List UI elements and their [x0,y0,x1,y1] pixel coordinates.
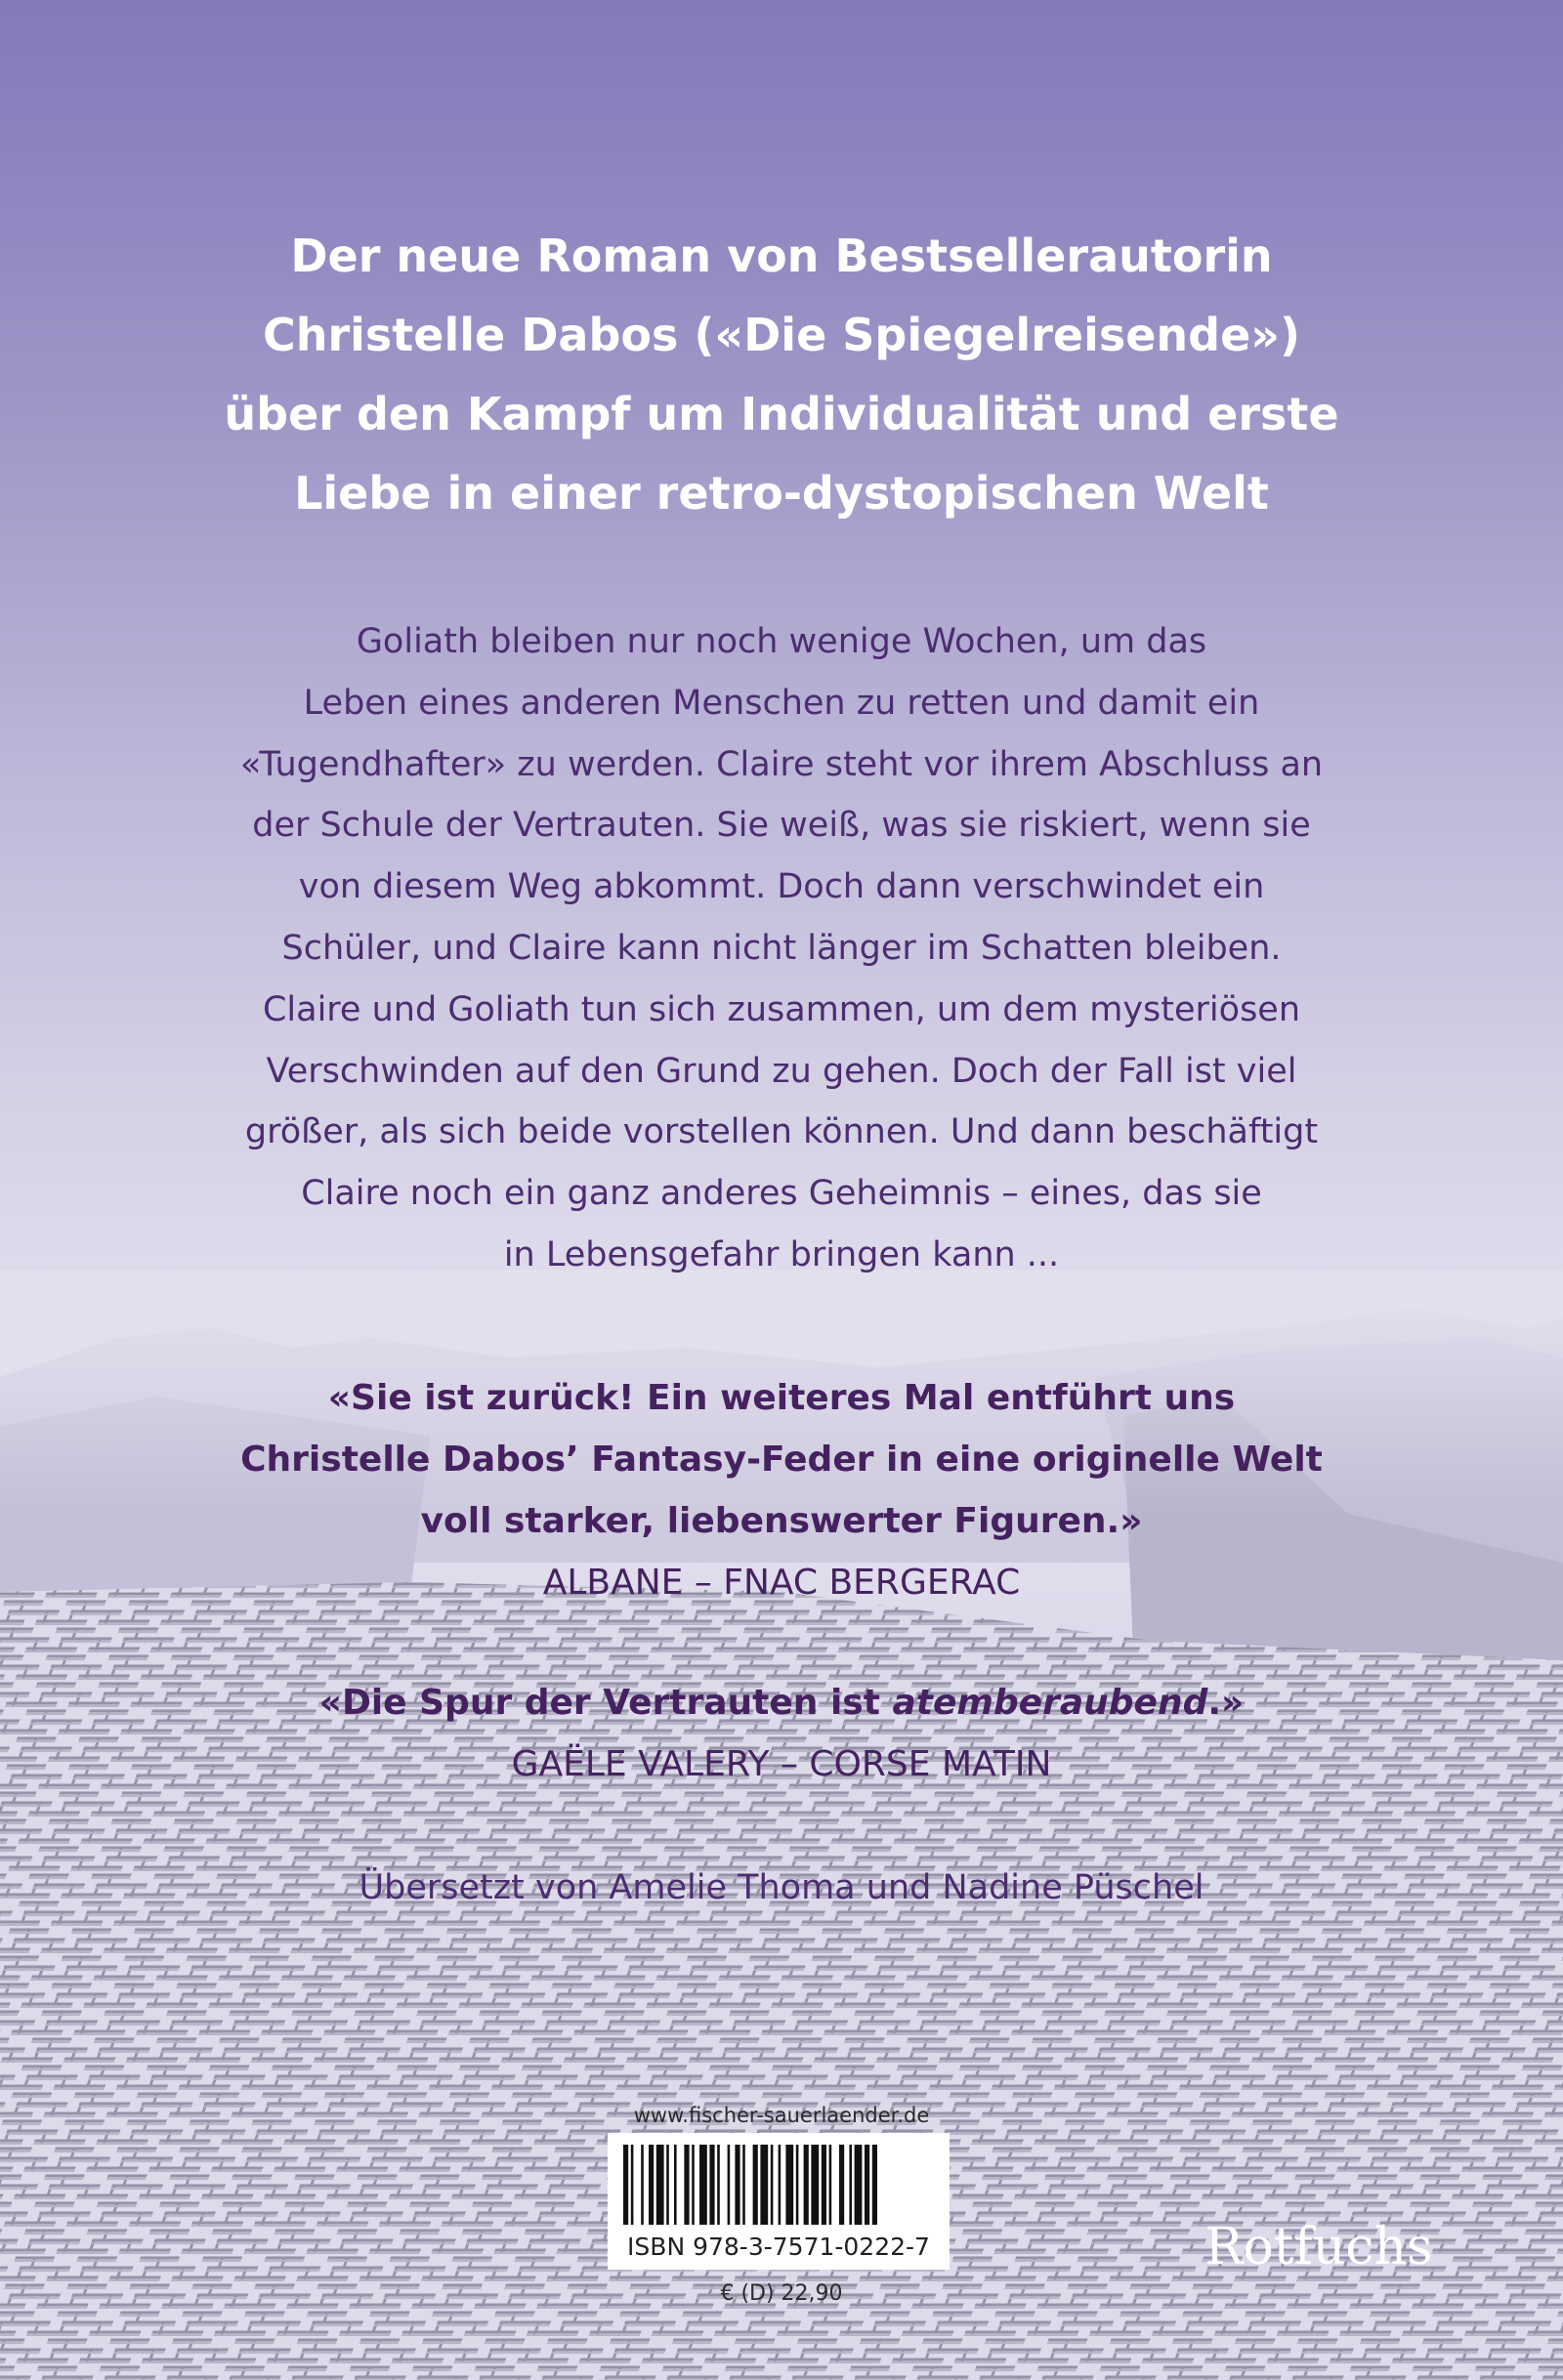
barcode-bar [839,2145,844,2225]
publisher-logo: Rotfuchs [1204,2218,1433,2276]
barcode-bar [771,2145,774,2225]
barcode-bar [742,2145,745,2225]
barcode-bar [735,2145,739,2225]
quote-line [137,1672,1426,1733]
barcode-bar [656,2145,664,2225]
barcode-bar [796,2145,799,2225]
barcode-bar [872,2145,877,2225]
barcode-bar [785,2145,793,2225]
barcode-bar [674,2145,677,2225]
quote-emphasis: atemberaubend [892,1683,1208,1723]
headline-line: über den Kampf um Individualität und erste [224,388,1339,440]
review-quote-1 [137,1367,1426,1613]
barcode-bar [849,2145,852,2225]
synopsis-line: Schüler, und Claire kann nicht länger im Schatten bleiben. [281,928,1282,968]
barcode-bar [699,2145,707,2225]
quote-text-end: .» [1207,1683,1245,1723]
barcode-bars [623,2145,934,2225]
barcode-bar [623,2145,628,2225]
headline-line: Liebe in einer retro-dystopischen Welt [294,467,1269,520]
barcode-bar [865,2145,869,2225]
price: € (D) 22,90 [720,2281,843,2306]
synopsis-line: in Lebensgefahr bringen kann ... [503,1234,1060,1274]
barcode-bar [641,2145,644,2225]
synopsis-line: Leben eines anderen Menschen zu retten und damit ein [303,683,1260,723]
barcode-bar [811,2145,819,2225]
translator-credit: Übersetzt von Amelie Thoma und Nadine Püschel [359,1868,1204,1907]
headline [137,217,1426,533]
synopsis-line: der Schule der Vertrauten. Sie weiß, was sie riskiert, wenn sie [252,806,1311,846]
barcode-bar [649,2145,654,2225]
quote-source: ALBANE – FNAC BERGERAC [542,1563,1021,1603]
synopsis-line: von diesem Weg abkommt. Doch dann verschwindet ein [298,867,1265,907]
quote-source: GAËLE VALERY – CORSE MATIN [511,1744,1052,1784]
barcode-bar [692,2145,695,2225]
barcode-bar [666,2145,669,2225]
synopsis [137,611,1426,1286]
barcode-bar [709,2145,714,2225]
barcode-bar [779,2145,782,2225]
headline-line: Der neue Roman von Bestsellerautorin [290,230,1273,282]
quote-text: «Die Spur der Vertrauten ist [318,1683,893,1723]
barcode-bar [684,2145,689,2225]
barcode-bar [855,2145,863,2225]
barcode-bar [804,2145,809,2225]
barcode-bar [728,2145,731,2225]
synopsis-line: Claire und Goliath tun sich zusammen, um dem mysteriösen [262,989,1301,1029]
review-quote-2 [137,1672,1426,1795]
publisher-url: www.fischer-sauerlaender.de [633,2104,930,2127]
quote-line: Christelle Dabos’ Fantasy-Feder in eine originelle Welt [240,1440,1323,1480]
barcode-bar [753,2145,758,2225]
quote-line: voll starker, liebenswerter Figuren.» [420,1501,1143,1541]
barcode [608,2133,950,2270]
synopsis-line: «Tugendhafter» zu werden. Claire steht vor ihrem Abschluss an [239,744,1324,784]
synopsis-line: größer, als sich beide vorstellen können. Und dann beschäftigt [244,1112,1319,1152]
quote-line: «Sie ist zurück! Ein weiteres Mal entführt uns [327,1378,1236,1418]
barcode-bar [822,2145,826,2225]
barcode-bar [631,2145,634,2225]
barcode-bar [760,2145,768,2225]
barcode-bar [717,2145,720,2225]
synopsis-line: Claire noch ein ganz anderes Geheimnis – eines, das sie [301,1174,1262,1214]
isbn-number: ISBN 978-3-7571-0222-7 [627,2233,930,2261]
synopsis-line: Verschwinden auf den Grund zu gehen. Doch der Fall ist viel [266,1051,1297,1091]
synopsis-line: Goliath bleiben nur noch wenige Wochen, um das [356,622,1207,661]
headline-line: Christelle Dabos («Die Spiegelreisende») [262,309,1301,361]
barcode-bar [829,2145,832,2225]
